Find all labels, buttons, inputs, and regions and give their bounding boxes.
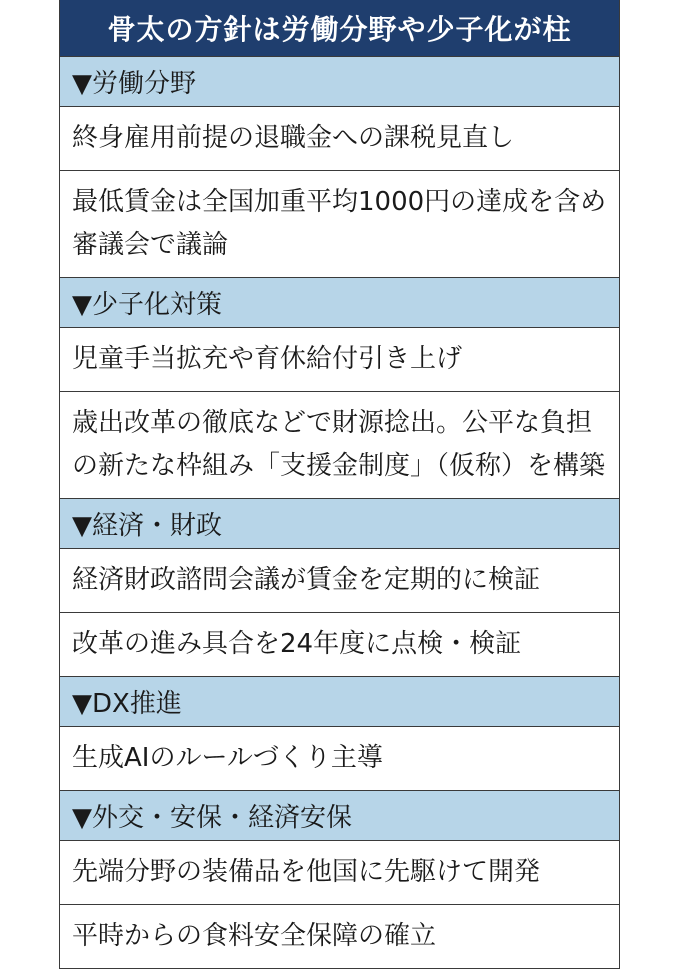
table-row: 終身雇用前提の退職金への課税見直し: [60, 106, 619, 170]
section-heading-security: ▼外交・安保・経済安保: [60, 790, 619, 840]
section-heading-dx: ▼DX推進: [60, 676, 619, 726]
table-row: 先端分野の装備品を他国に先駆けて開発: [60, 840, 619, 904]
table-row: 最低賃金は全国加重平均1000円の達成を含め審議会で議論: [60, 170, 619, 277]
table-row: 経済財政諮問会議が賃金を定期的に検証: [60, 548, 619, 612]
policy-table: [59, 0, 620, 969]
section-heading-economy: ▼経済・財政: [60, 498, 619, 548]
table-row: 生成AIのルールづくり主導: [60, 726, 619, 790]
section-heading-labor: ▼労働分野: [60, 56, 619, 106]
table-row: 改革の進み具合を24年度に点検・検証: [60, 612, 619, 676]
table-row: 歳出改革の徹底などで財源捻出。公平な負担の新たな枠組み「支援金制度」（仮称）を構築: [60, 391, 619, 498]
table-row: 平時からの食料安全保障の確立: [60, 904, 619, 968]
section-heading-birthrate: ▼少子化対策: [60, 277, 619, 327]
table-row: 児童手当拡充や育休給付引き上げ: [60, 327, 619, 391]
table-title: 骨太の方針は労働分野や少子化が柱: [60, 0, 619, 56]
